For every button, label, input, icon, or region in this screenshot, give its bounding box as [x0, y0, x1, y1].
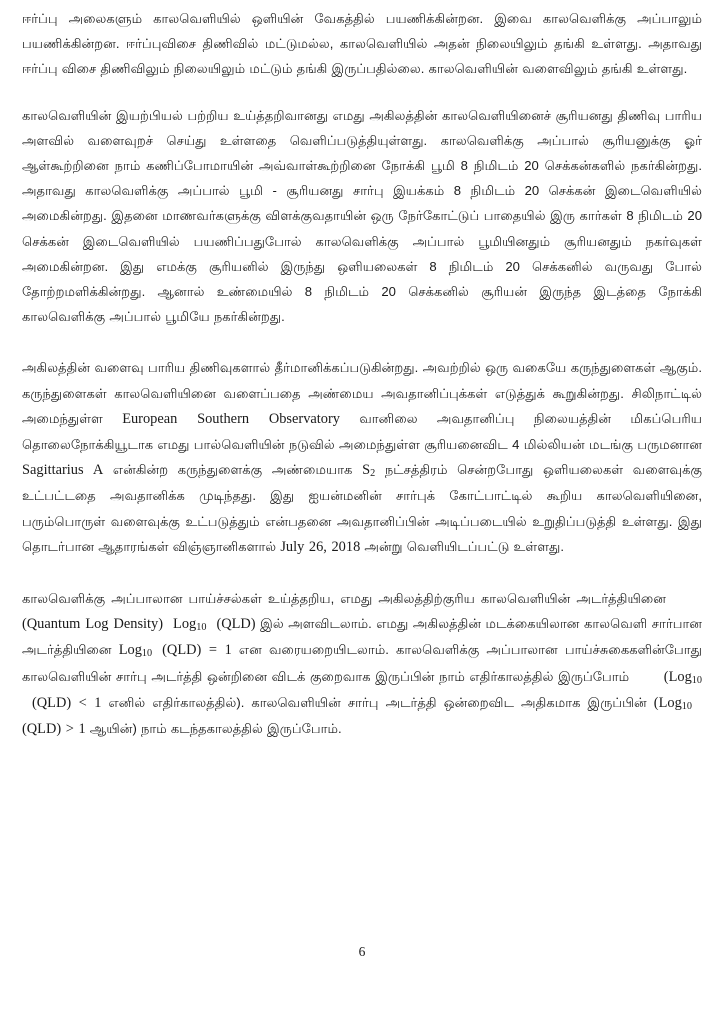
p3-text-b: வானிலை அவதானிப்பு நிலையத்தின் மிகப்பெரிய தொலைநோக்கியூடாக எமது பால்வெளியின் நடுவில் அமைந்துள்ள சூரியனைவிட 4 மில்லியன் மடங்கு பருமனான: [22, 410, 702, 453]
open-paren-1: (: [663, 668, 669, 685]
open-paren-2: (: [653, 694, 659, 711]
p3-text-a: அகிலத்தின் வளைவு பாரிய திணிவுகளால் தீர்மானிக்கப்படுகின்றது. அவற்றில் ஒரு வகையே கருந்துளைகள் ஆகும். கருந்துளைகள் காலவெளியினை வளைப்பதை அண்மைய அவதானிப்புக்கள் எடுத்துக் கூறுகின்றது. சிலிநாட்டில் அமைந்துள்ள: [22, 360, 702, 426]
p3-text-e: அன்று வெளியிடப்பட்டு உள்ளது.: [360, 538, 565, 554]
star-letter: S: [362, 462, 371, 479]
release-date: July 26, 2018: [280, 538, 361, 555]
qld-equation-equal: [119, 642, 232, 658]
p3-text-d: நட்சத்திரம் சென்றபோது ஒளியலைகள் வளைவுக்கு உட்பட்டதை அவதானிக்க முடிந்தது. இது ஐயன்மனின் சார்புக் கோட்பாட்டில் கூறிய காலவெளியினை, பரும்பொருள் வளைவுக்கு உட்படுத்தும் என்பதனை அவதானிப்பின் அடிப்படையில் உறுதிப்படுத்தி உள்ளது. இது தொடர்பான ஆதாரங்கள் விஞ்ஞானிகளால்: [22, 462, 703, 554]
star-designation: [362, 462, 375, 478]
p4-text-c: என வரையறையிடலாம். காலவெளிக்கு அப்பாலான பாய்ச்சுகைகளின்போது காலவெளியின் சார்பு அடர்த்தி ஒன்றினை விடக் குறைவாக இருப்பின் நாம் எதிர்காலத்தில் இருப்போம்: [22, 642, 702, 684]
qld-eq-less-text: (QLD) < 1: [32, 694, 102, 711]
log-base-4: 10: [681, 701, 692, 713]
observatory-name: European Southern Observatory: [122, 410, 340, 427]
p4-text-e: ஆயின்) நாம் கடந்தகாலத்தில் இருப்போம்.: [85, 721, 342, 737]
p4-text-a: காலவெளிக்கு அப்பாலான பாய்ச்சல்கள் உய்த்தறிய, எமது அகிலத்திற்குரிய காலவெளியின் அடர்த்தியினை: [22, 591, 672, 607]
p4-text-d: எனில் எதிர்காலத்தில்). காலவெளியின் சார்பு அடர்த்தி ஒன்றைவிட அதிகமாக இருப்பின்: [101, 694, 654, 710]
page-content: [22, 6, 702, 742]
page-number: 6: [358, 944, 366, 959]
qld-abbrev-1: (QLD): [216, 616, 256, 633]
log-base-3: 10: [691, 674, 702, 686]
paragraph-2: காலவெளியின் இயற்பியல் பற்றிய உய்த்தறிவானது எமது அகிலத்தின் காலவெளியினைச் சூரியனது திணிவு பாரிய அளவில் வளைவுறச் செய்து உள்ளதை வெளிப்படுத்தியுள்ளது. காலவெளிக்கு அப்பால் சூரியனுக்கு ஓர் ஆள்கூற்றினை நாம் கணிப்போமாயின் அவ்வாள்கூற்றினை நோக்கி பூமி 8 நிமிடம் 20 செக்கன்களில் நகர்கின்றது. அதாவது காலவெளிக்கு அப்பால் பூமி - சூரியனது சார்பு இயக்கம் 8 நிமிடம் 20 செக்கன் இடைவெளியில் அமைகின்றது. இதனை மாணவர்களுக்கு விளக்குவதாயின் ஒரு நேர்கோட்டுப் பாதையில் இரு கார்கள் 8 நிமிடம் 20 செக்கன் இடைவெளியில் பயணிப்பதுபோல் காலவெளிக்கு அப்பால் பூமியினதும் சூரியனதும் நகர்வுகள் அமைகின்றன. இது எமக்கு சூரியனில் இருந்து ஒளியலைகள் 8 நிமிடம் 20 செக்கனில் வருவது போல் தோற்றமளிக்கின்றது. ஆனால் உண்மையில் 8 நிமிடம் 20 செக்கனில் சூரியன் இருந்த இடத்தை நோக்கி காலவெளிக்கு அப்பால் பூமியே நகர்கின்றது.: [22, 107, 702, 325]
qld-eq-equal-text: (QLD) = 1: [162, 642, 232, 659]
qld-eq-greater-text: (QLD) > 1: [22, 721, 86, 738]
log-base-1: 10: [196, 622, 207, 634]
paragraph-3: [22, 355, 702, 560]
black-hole-name: Sagittarius A: [22, 462, 104, 479]
p4-text-b: இல் அளவிடலாம். எமது அகிலத்தின் மடக்கையிலான காலவெளி சார்பான அடர்த்தியினை: [22, 616, 702, 658]
paragraph-4: [22, 586, 702, 742]
log-label-3: Log: [668, 668, 692, 685]
star-subscript: 2: [370, 468, 376, 480]
log-base-2: 10: [141, 648, 153, 660]
log-label-4: Log: [658, 694, 682, 711]
qld-expansion-text: (Quantum Log Density): [22, 616, 164, 633]
qld-expansion-term: [22, 616, 256, 632]
p3-text-c: என்கின்ற கருந்துளைக்கு அண்மையாக: [103, 462, 363, 478]
log-label-2: Log: [118, 642, 142, 659]
paragraph-1: ஈர்ப்பு அலைகளும் காலவெளியில் ஒளியின் வேகத்தில் பயணிக்கின்றன. இவை காலவெளிக்கு அப்பாலும் பயணிக்கின்றன. ஈர்ப்புவிசை திணிவில் மட்டுமல்ல, காலவெளியில் அதன் நிலையிலும் தங்கி உள்ளது. அதாவது ஈர்ப்பு விசை திணிவிலும் நிலையிலும் மட்டும் தங்கி இருப்பதில்லை. காலவெளியின் வளைவிலும் தங்கி உள்ளது.: [22, 11, 703, 77]
log-label-1: Log: [173, 616, 197, 633]
